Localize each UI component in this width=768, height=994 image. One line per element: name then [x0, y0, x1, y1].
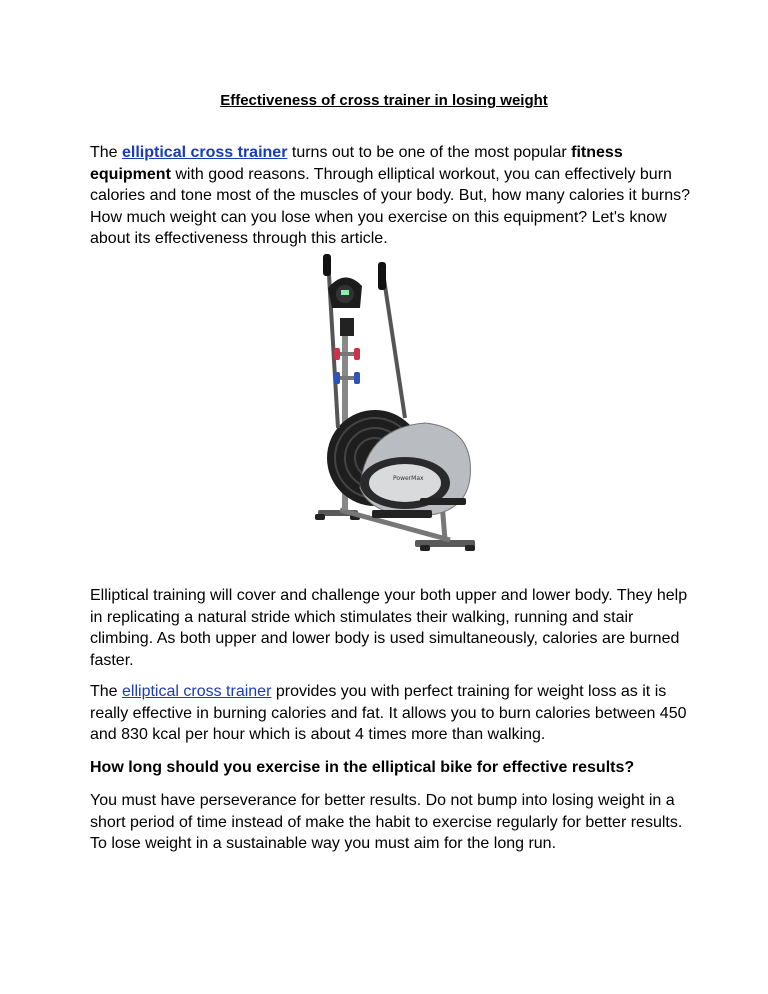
- intro-mid: turns out to be one of the most popular: [287, 144, 572, 161]
- body-paragraph-perseverance: You must have perseverance for better results. Do not bump into losing weight in a short period of time instead of make the habit to exercise regularly for better results. To lose weight in a sustainable way you must aim for the long run.: [90, 792, 683, 852]
- body-paragraph-weight-loss: [90, 681, 690, 746]
- brand-logo-text: PowerMax: [393, 475, 424, 482]
- p3-post: provides you with perfect training for weight loss as it is really effective in burning calories and fat. It allows you to burn calories between 450 and 830 kcal per hour which is about 4 times more than walking.: [90, 683, 687, 743]
- elliptical-trainer-image: [290, 248, 480, 568]
- intro-post: with good reasons. Through elliptical workout, you can effectively burn calories and tone most of the muscles of your body. But, how many calories it burns? How much weight can you lose when you exercise on this equipment? Let's know about its effectiveness through this article.: [90, 165, 690, 247]
- intro-paragraph: [90, 142, 690, 250]
- intro-pre: The: [90, 144, 123, 161]
- body-paragraph-upper-lower: Elliptical training will cover and challenge your both upper and lower body. They help in replicating a natural stride which stimulates their walking, running and stair climbing. As both upper and lower body is used simultaneously, calories are burned faster.: [90, 587, 688, 669]
- p3-pre: The: [90, 683, 123, 700]
- intro-bold-fitness-equipment: fitness equipment: [90, 144, 623, 183]
- elliptical-cross-trainer-link-2[interactable]: elliptical cross trainer: [122, 683, 272, 700]
- document-title: Effectiveness of cross trainer in losing weight: [220, 92, 548, 109]
- section-heading: How long should you exercise in the elliptical bike for effective results?: [90, 759, 635, 776]
- elliptical-cross-trainer-link-1[interactable]: elliptical cross trainer: [122, 144, 288, 161]
